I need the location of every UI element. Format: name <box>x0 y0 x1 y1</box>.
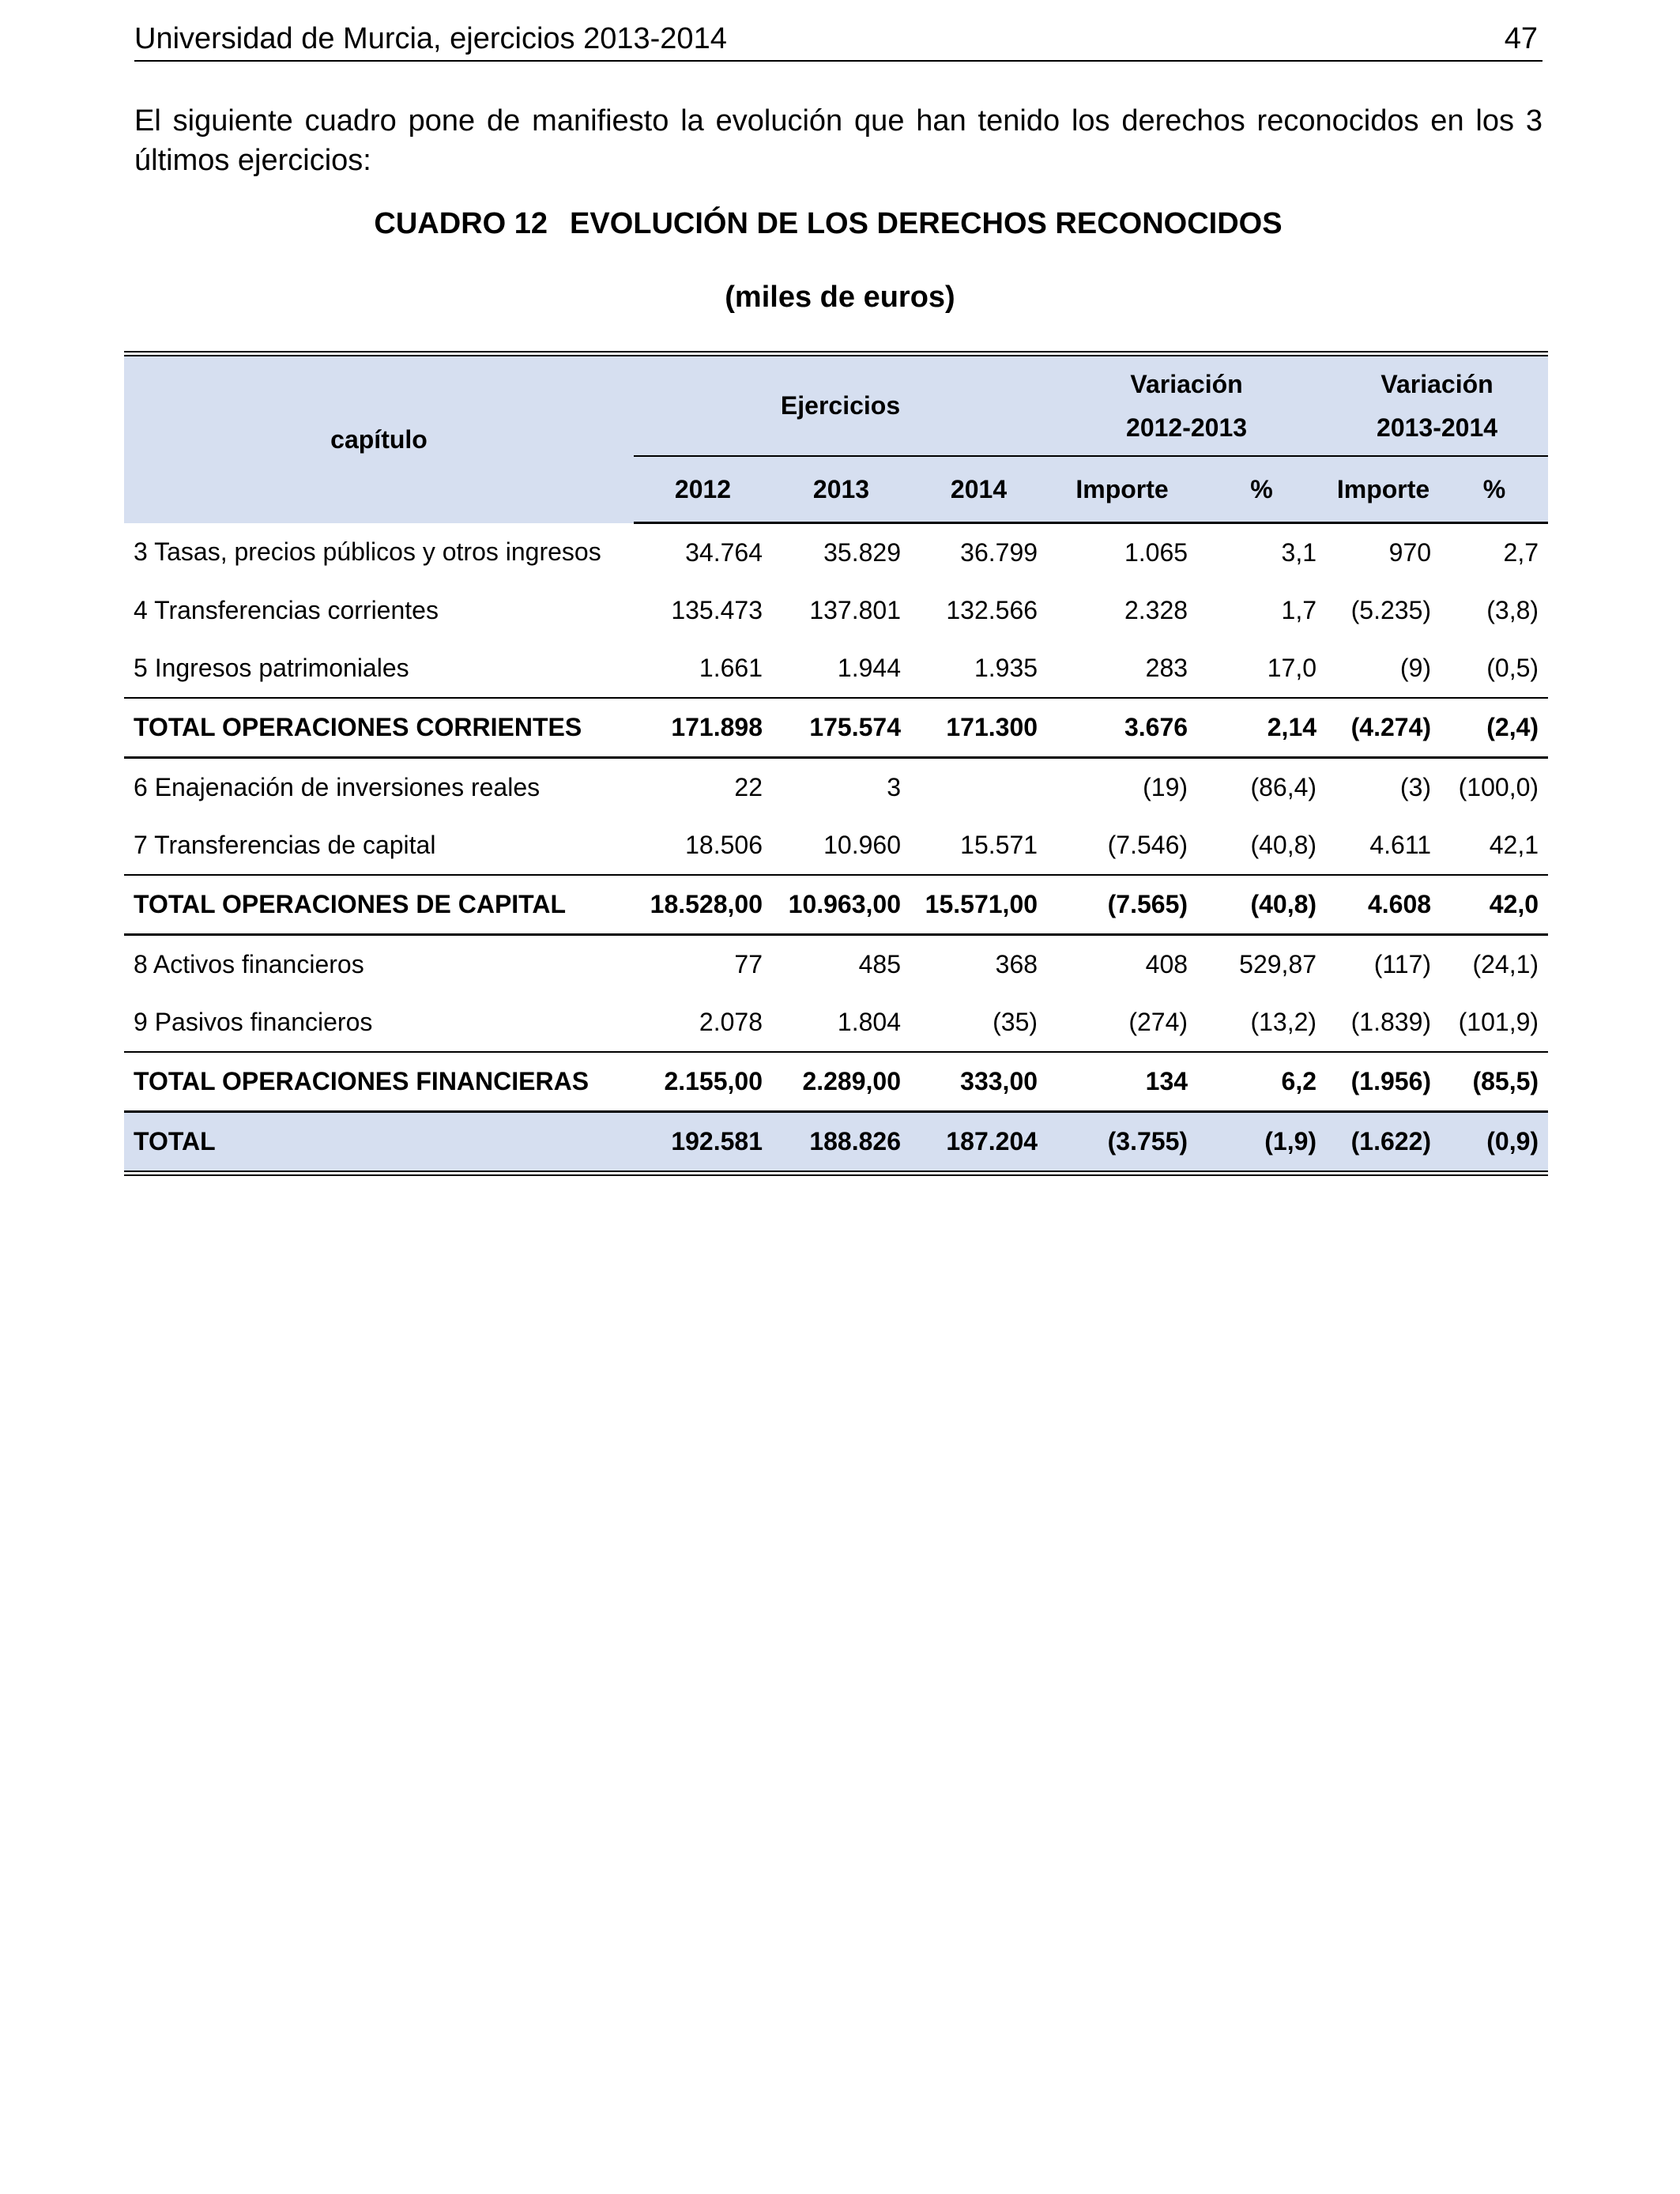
table-row <box>124 582 1548 639</box>
cell-pct-12-13: 1,7 <box>1281 596 1317 624</box>
page-header <box>134 17 1543 62</box>
cell-2014: 171.300 <box>910 698 1047 758</box>
cell-importe-12-13: 283 <box>1047 639 1197 698</box>
row-label: TOTAL OPERACIONES CORRIENTES <box>124 698 634 758</box>
derechos-table <box>124 351 1548 1176</box>
cell-2014: 36.799 <box>960 538 1038 567</box>
cell-pct-12-13: (13,2) <box>1197 993 1326 1052</box>
cell-pct-13-14: (101,9) <box>1441 993 1548 1052</box>
cell-importe-12-13: (7.546) <box>1047 816 1197 875</box>
cell-importe-12-13: (274) <box>1047 993 1197 1052</box>
table-row <box>124 523 1548 582</box>
cell-importe-13-14: (1.956) <box>1326 1052 1441 1112</box>
cell-pct-13-14: (0,9) <box>1441 1112 1548 1174</box>
header-2014: 2014 <box>910 456 1047 523</box>
cell-2012: 22 <box>734 773 763 801</box>
header-importe: Importe <box>1326 456 1441 523</box>
cell-2012: 171.898 <box>634 698 772 758</box>
cell-2012: 135.473 <box>671 596 763 624</box>
cell-2013: 1.804 <box>772 993 910 1052</box>
cell-2013: 10.963,00 <box>772 875 910 935</box>
cell-importe-13-14: 4.608 <box>1326 875 1441 935</box>
cell-2012: 2.078 <box>634 993 772 1052</box>
cell-importe-12-13: 134 <box>1047 1052 1197 1112</box>
row-label: 8 Activos financieros <box>134 950 364 978</box>
cell-importe-12-13: (3.755) <box>1047 1112 1197 1174</box>
table-row <box>124 816 1548 875</box>
cell-2012: 18.528,00 <box>634 875 772 935</box>
cell-2012: 34.764 <box>685 538 763 567</box>
cell-2013: 35.829 <box>823 538 901 567</box>
cell-importe-13-14: (4.274) <box>1326 698 1441 758</box>
grand-total-row <box>124 1112 1548 1174</box>
cell-pct-12-13: 6,2 <box>1197 1052 1326 1112</box>
cell-pct-12-13: (86,4) <box>1250 773 1317 801</box>
row-label: 3 Tasas, precios públicos y otros ingresos <box>134 537 601 567</box>
header-2013: 2013 <box>772 456 910 523</box>
header-variacion-period: 2013-2014 <box>1377 413 1498 442</box>
cell-importe-13-14: (5.235) <box>1350 596 1432 624</box>
cell-2014: 1.935 <box>910 639 1047 698</box>
cell-importe-13-14: (3) <box>1399 773 1432 801</box>
subtotal-row <box>124 698 1548 758</box>
cell-pct-12-13: 529,87 <box>1239 950 1317 978</box>
cell-2013: 485 <box>858 950 901 978</box>
table-row <box>124 758 1548 817</box>
header-variacion-2012-2013 <box>1047 354 1326 457</box>
cell-importe-13-14: 4.611 <box>1326 816 1441 875</box>
cell-pct-13-14: (0,5) <box>1441 639 1548 698</box>
cell-pct-13-14: 2,7 <box>1503 538 1539 567</box>
table-caption <box>0 207 1680 241</box>
cell-importe-13-14: (117) <box>1373 950 1432 978</box>
header-variacion-label: Variación <box>1130 369 1243 398</box>
cell-2013: 2.289,00 <box>772 1052 910 1112</box>
table-row <box>124 935 1548 994</box>
row-label: 6 Enajenación de inversiones reales <box>134 773 541 801</box>
cell-2012: 192.581 <box>634 1112 772 1174</box>
cell-pct-13-14: 42,0 <box>1441 875 1548 935</box>
cell-pct-13-14: (100,0) <box>1458 773 1539 801</box>
cell-pct-13-14: (2,4) <box>1441 698 1548 758</box>
cell-2014: 15.571 <box>910 816 1047 875</box>
cell-importe-12-13: 3.676 <box>1047 698 1197 758</box>
table-row <box>124 993 1548 1052</box>
row-label: 5 Ingresos patrimoniales <box>124 639 634 698</box>
header-variacion-period: 2012-2013 <box>1126 413 1248 442</box>
running-title: Universidad de Murcia, ejercicios 2013-2014 <box>134 22 727 55</box>
cell-2014: 368 <box>995 950 1038 978</box>
cell-importe-12-13: (7.565) <box>1047 875 1197 935</box>
cell-2012: 77 <box>734 950 763 978</box>
cell-importe-13-14: 970 <box>1388 538 1432 567</box>
header-importe: Importe <box>1047 456 1197 523</box>
cell-2013: 175.574 <box>772 698 910 758</box>
cell-2013: 3 <box>887 773 901 801</box>
header-percent: % <box>1441 456 1548 523</box>
cell-pct-13-14: (85,5) <box>1441 1052 1548 1112</box>
row-label: 4 Transferencias corrientes <box>134 596 439 624</box>
cell-2012: 18.506 <box>634 816 772 875</box>
cell-pct-13-14: 42,1 <box>1441 816 1548 875</box>
cell-pct-12-13: (1,9) <box>1197 1112 1326 1174</box>
cell-pct-12-13: (40,8) <box>1197 816 1326 875</box>
intro-paragraph: El siguiente cuadro pone de manifiesto la evolución que han tenido los derechos reconocidos en los 3 últimos ejercicios: <box>134 104 1543 177</box>
cell-importe-12-13: 1.065 <box>1124 538 1188 567</box>
subtotal-row <box>124 1052 1548 1112</box>
cell-2013: 188.826 <box>772 1112 910 1174</box>
header-variacion-label: Variación <box>1381 369 1494 398</box>
caption-title: EVOLUCIÓN DE LOS DERECHOS RECONOCIDOS <box>570 207 1283 240</box>
cell-importe-13-14: (1.622) <box>1326 1112 1441 1174</box>
header-2012: 2012 <box>634 456 772 523</box>
cell-importe-12-13: 2.328 <box>1124 596 1188 624</box>
cell-2014: 15.571,00 <box>910 875 1047 935</box>
caption-units: (miles de euros) <box>725 281 955 314</box>
cell-importe-13-14: (9) <box>1326 639 1441 698</box>
cell-pct-13-14: (3,8) <box>1486 596 1539 624</box>
cell-2013: 137.801 <box>809 596 901 624</box>
cell-2012: 1.661 <box>634 639 772 698</box>
header-ejercicios: Ejercicios <box>634 354 1047 457</box>
cell-pct-12-13: 3,1 <box>1281 538 1317 567</box>
caption-number: CUADRO 12 <box>374 207 548 240</box>
page-number: 47 <box>1504 22 1538 55</box>
row-label: TOTAL <box>124 1112 634 1174</box>
cell-pct-12-13: (40,8) <box>1197 875 1326 935</box>
header-capitulo: capítulo <box>124 354 634 523</box>
row-label: TOTAL OPERACIONES FINANCIERAS <box>124 1052 634 1112</box>
cell-2013: 10.960 <box>772 816 910 875</box>
cell-importe-13-14: (1.839) <box>1326 993 1441 1052</box>
cell-pct-13-14: (24,1) <box>1472 950 1539 978</box>
cell-importe-12-13: (19) <box>1143 773 1188 801</box>
cell-pct-12-13: 2,14 <box>1197 698 1326 758</box>
cell-2014: 132.566 <box>946 596 1038 624</box>
row-label: TOTAL OPERACIONES DE CAPITAL <box>124 875 634 935</box>
cell-2014: 333,00 <box>910 1052 1047 1112</box>
cell-2014: 187.204 <box>910 1112 1047 1174</box>
header-variacion-2013-2014 <box>1326 354 1548 457</box>
row-label: 9 Pasivos financieros <box>124 993 634 1052</box>
cell-pct-12-13: 17,0 <box>1197 639 1326 698</box>
row-label: 7 Transferencias de capital <box>124 816 634 875</box>
cell-2012: 2.155,00 <box>634 1052 772 1112</box>
cell-2013: 1.944 <box>772 639 910 698</box>
subtotal-row <box>124 875 1548 935</box>
cell-importe-12-13: 408 <box>1145 950 1188 978</box>
table-row <box>124 639 1548 698</box>
cell-2014: (35) <box>910 993 1047 1052</box>
header-percent: % <box>1197 456 1326 523</box>
cell-2014 <box>910 758 1047 817</box>
